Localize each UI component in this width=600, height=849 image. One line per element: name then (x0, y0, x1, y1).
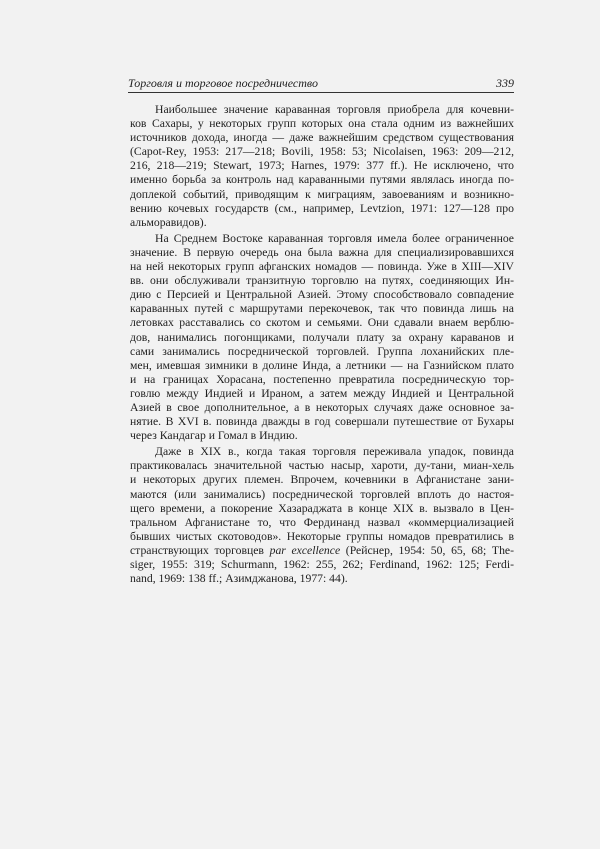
text-line: nand, 1969: 138 ff.; Азимджанова, 1977: 44). (130, 572, 348, 586)
body-text (130, 103, 514, 586)
text-line: Даже в XIX в., когда такая торговля переживала упадок, повинда (155, 445, 514, 459)
text-line: и на границах Хорасана, постепенно превратила посредническую тор- (130, 372, 514, 386)
text-line: доплекой событий, приводящим к миграциям, завоеваниям и возникно- (130, 187, 514, 201)
text-line: щего времени, а покорение Хазараджата в конце XIX в. вызвало в Цен- (130, 501, 514, 515)
text-line: практиковалась значительной частью насыр, харoти, ду-тани, миан-хель (130, 459, 514, 473)
text-line: 216, 218—219; Stewart, 1973; Harnes, 1979: 377 ff.). Не исключено, что (130, 159, 514, 173)
text-line: siger, 1955: 319; Schurmann, 1962: 255, 262; Ferdinand, 1962: 125; Ferdi- (130, 558, 514, 571)
text-line: вению кочевых государств (см., например, Levtzion, 1971: 127—128 про (130, 201, 514, 215)
text-line: и некоторых других племен. Впрочем, кочевники в Афганистане зани- (130, 473, 514, 487)
running-head-title: Торговля и торговое посредничество (128, 76, 318, 90)
text-line: альморавидов). (130, 215, 207, 229)
text-line: Наибольшее значение караванная торговля приобрела для кочевни- (155, 103, 514, 116)
text-line: значение. В первую очередь она была важна для специализировавшихся (130, 245, 514, 259)
paragraph (130, 232, 514, 443)
text-line: (Capot-Rey, 1953: 217—218; Bovili, 1958: 53; Nicolaisen, 1963: 209—212, (130, 145, 514, 159)
text-line: караванных путей с маршрутами перекочевок, так что повинда лишь на (130, 302, 514, 316)
text-line: говлю между Индией и Ираном, а затем между Индией и Центральной (130, 386, 514, 400)
text-line: ков Сахары, у некоторых групп которых она стала одним из важнейших (130, 117, 514, 131)
text-line: дию с Персией и Центральной Азией. Этому способствовало совпадение (130, 288, 514, 302)
text-line: через Кандагар и Гомал в Индию. (130, 429, 298, 443)
paragraph (130, 103, 514, 230)
text-line: На Среднем Востоке караванная торговля имела более ограниченное (155, 231, 514, 245)
text-line: бывших чистых скотоводов». Некоторые группы номадов превратились в (130, 529, 514, 543)
text-line: мен, имевшая зимники в долине Инда, а летники — на Газнийском плато (130, 358, 514, 372)
text-line: странствующих торговцев par excellence (Рейснер, 1954: 50, 65, 68; The- (130, 543, 514, 557)
page-number: 339 (496, 76, 514, 90)
text-line: тральном Афганистане то, что Фердинанд назвал «коммерциализацией (130, 515, 514, 529)
running-head (128, 76, 514, 93)
text-line: дов, нанимались погонщиками, получали плату за охрану караванов и (130, 330, 514, 344)
text-line: маются (или занимались) посреднической торговлей вплоть до настоя- (130, 487, 514, 501)
text-line: Азией в свое дополнительное, а в некоторых случаях даже основное за- (130, 400, 514, 414)
text-line: источников дохода, иногда — даже важнейшим средством существования (130, 131, 514, 145)
text-line: сами занимались посреднической торговлей. Группа лоханийских пле- (130, 344, 514, 358)
paragraph (130, 445, 514, 586)
text-line: летовках расставались со скотом и семьями. Они сдавали внаем верблю- (130, 316, 514, 330)
text-line: на ней некоторых групп афганских номадов — повинда. Уже в XIII—XIV (130, 260, 514, 274)
text-line: нятие. В XVI в. повинда дважды в год совершали путешествие от Бухары (130, 415, 514, 429)
text-line: именно борьба за контроль над караванными путями являлась иногда по- (130, 173, 514, 187)
text-line: вв. они обслуживали транзитную торговлю на путях, соединяющих Ин- (130, 274, 514, 288)
